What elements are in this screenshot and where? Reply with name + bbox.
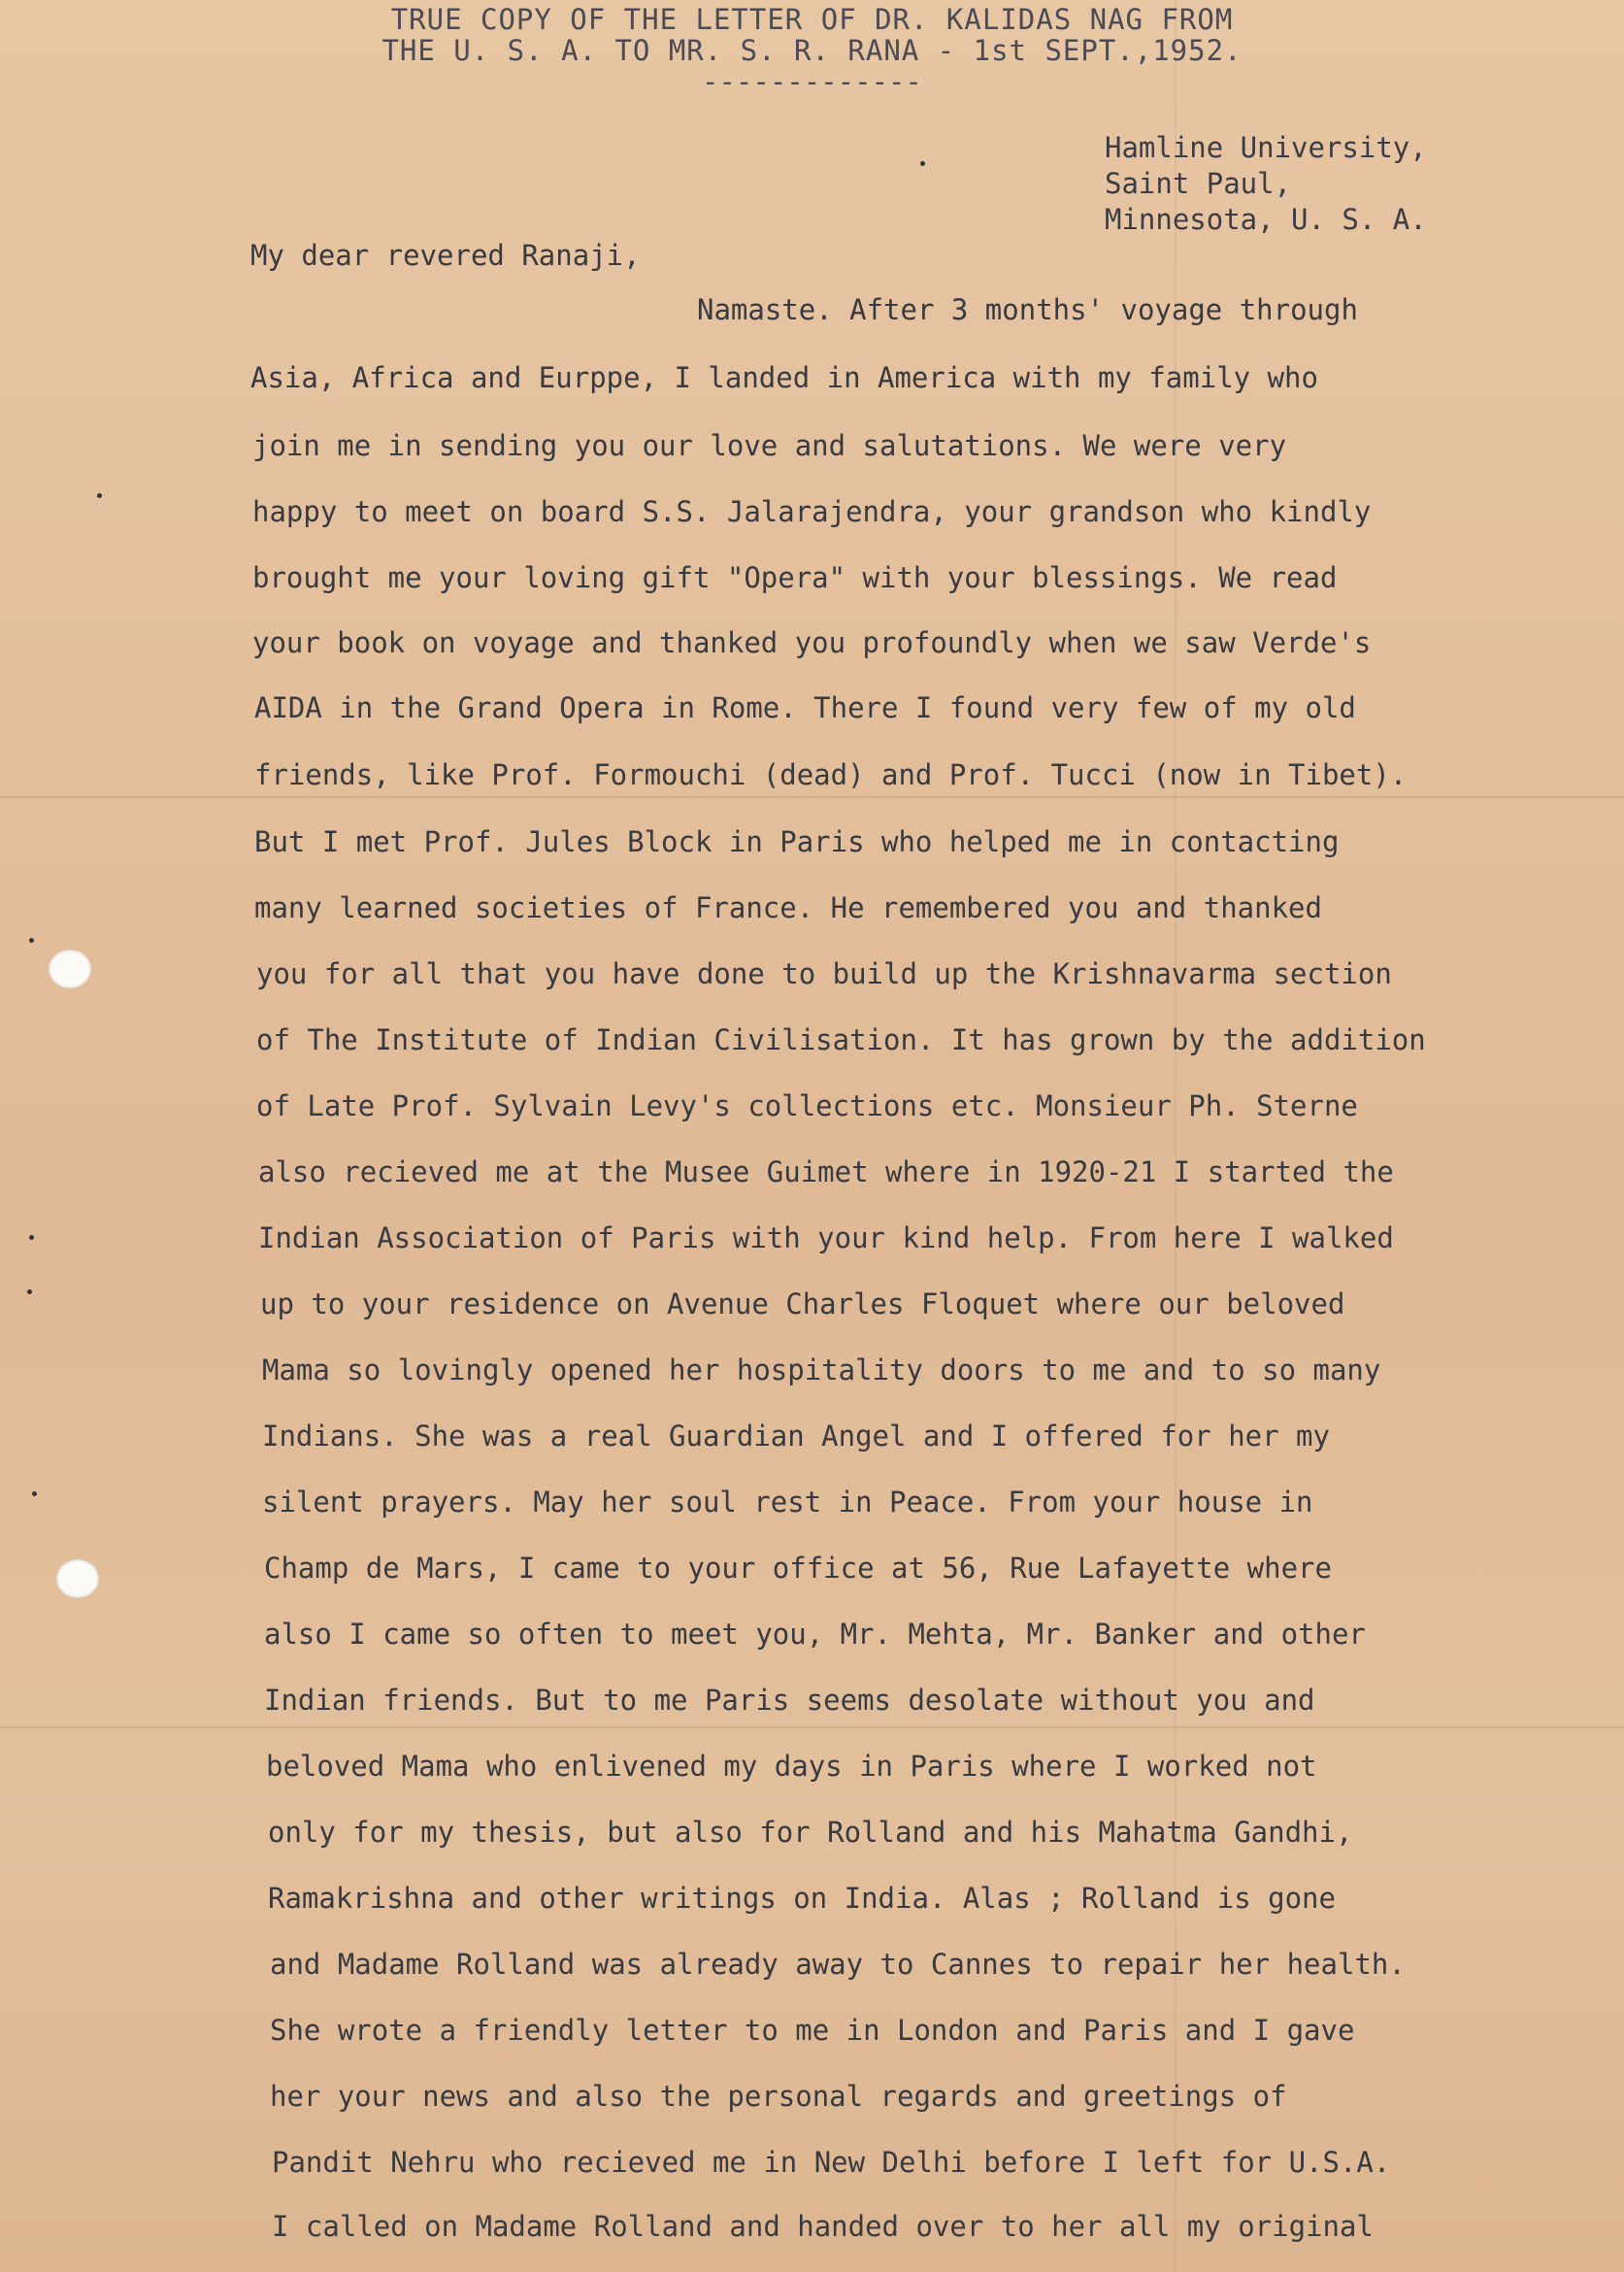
body-line: She wrote a friendly letter to me in London and Paris and I gave <box>270 2014 1355 2047</box>
body-line: But I met Prof. Jules Block in Paris who helped me in contacting <box>254 825 1340 858</box>
body-line: brought me your loving gift "Opera" with your blessings. We read <box>252 561 1338 594</box>
heading-line-1: TRUE COPY OF THE LETTER OF DR. KALIDAS NAG FROM <box>390 3 1234 36</box>
body-line: Indian friends. But to me Paris seems desolate without you and <box>264 1684 1315 1717</box>
body-line: friends, like Prof. Formouchi (dead) and Prof. Tucci (now in Tibet). <box>254 758 1408 791</box>
body-line: Namaste. After 3 months' voyage through <box>697 293 1358 326</box>
body-line: Indian Association of Paris with your kind help. From here I walked <box>258 1221 1394 1254</box>
body-line: beloved Mama who enlivened my days in Paris where I worked not <box>266 1750 1317 1783</box>
address-line-2: Saint Paul, <box>1105 167 1292 200</box>
address-line-1: Hamline University, <box>1105 131 1427 164</box>
body-line: also I came so often to meet you, Mr. Mehta, Mr. Banker and other <box>264 1618 1366 1651</box>
body-line: her your news and also the personal regards and greetings of <box>270 2080 1287 2113</box>
body-line: Champ de Mars, I came to your office at 56, Rue Lafayette where <box>264 1552 1332 1585</box>
body-line: up to your residence on Avenue Charles Floquet where our beloved <box>260 1287 1345 1320</box>
body-line: many learned societies of France. He remembered you and thanked <box>254 891 1322 924</box>
heading-underline: ------------- <box>702 65 922 98</box>
body-line: join me in sending you our love and salutations. We were very <box>252 429 1287 462</box>
body-line: of The Institute of Indian Civilisation. It has grown by the addition <box>256 1023 1426 1056</box>
body-line: also recieved me at the Musee Guimet where in 1920-21 I started the <box>258 1155 1394 1188</box>
body-line: you for all that you have done to build up the Krishnavarma section <box>256 957 1392 990</box>
body-line: Mama so lovingly opened her hospitality doors to me and to so many <box>262 1353 1381 1387</box>
body-line: I called on Madame Rolland and handed over to her all my original <box>272 2210 1374 2243</box>
body-line: Pandit Nehru who recieved me in New Delhi before I left for U.S.A. <box>272 2146 1391 2179</box>
body-line: Asia, Africa and Eurppe, I landed in America with my family who <box>250 361 1318 394</box>
address-line-3: Minnesota, U. S. A. <box>1105 203 1427 236</box>
body-line: happy to meet on board S.S. Jalarajendra, your grandson who kindly <box>252 495 1372 528</box>
body-line: Ramakrishna and other writings on India. Alas ; Rolland is gone <box>268 1882 1336 1915</box>
body-line: Indians. She was a real Guardian Angel and I offered for her my <box>262 1420 1330 1453</box>
heading-line-2: THE U. S. A. TO MR. S. R. RANA - 1st SEPT.,1952. <box>381 34 1243 67</box>
body-line: of Late Prof. Sylvain Levy's collections etc. Monsieur Ph. Sterne <box>256 1089 1358 1122</box>
body-line: your book on voyage and thanked you profoundly when we saw Verde's <box>252 626 1372 659</box>
body-line: and Madame Rolland was already away to Cannes to repair her health. <box>270 1948 1406 1981</box>
body-line: silent prayers. May her soul rest in Peace. From your house in <box>262 1486 1313 1519</box>
body-line: only for my thesis, but also for Rolland and his Mahatma Gandhi, <box>268 1816 1353 1849</box>
body-line: AIDA in the Grand Opera in Rome. There I found very few of my old <box>254 691 1356 724</box>
salutation: My dear revered Ranaji, <box>250 239 641 272</box>
